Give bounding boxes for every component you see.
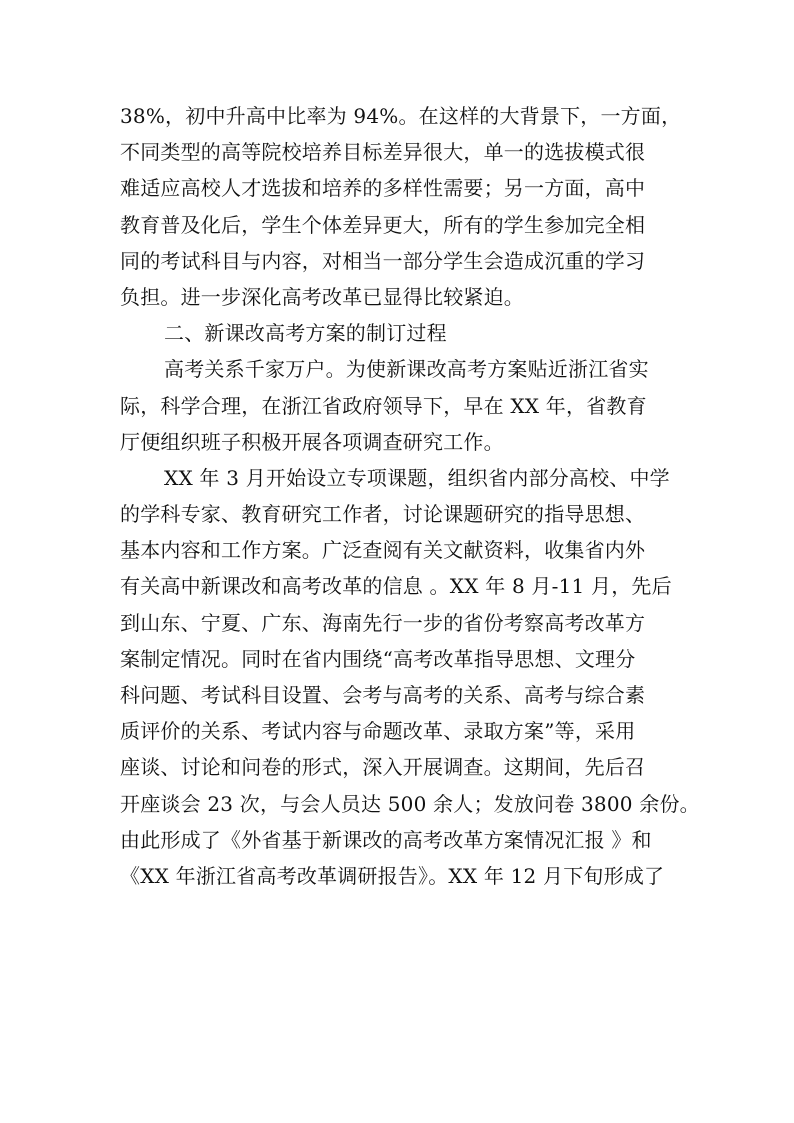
- paragraph-line: 际，科学合理，在浙江省政府领导下，早在 XX 年，省教育: [120, 393, 647, 418]
- paragraph-line: 厅便组织班子积极开展各项调查研究工作。: [120, 429, 504, 454]
- paragraph-line: 有关高中新课改和高考改革的信息 。XX 年 8 月-11 月，先后: [120, 574, 672, 599]
- paragraph-line: 的学科专家、教育研究工作者，讨论课题研究的指导思想、: [120, 502, 646, 527]
- paragraph-line: 科问题、考试科目设置、会考与高考的关系、高考与综合素: [120, 683, 646, 707]
- paragraph-line: 基本内容和工作方案。广泛查阅有关文献资料，收集省内外: [120, 538, 646, 563]
- paragraph-line: 开座谈会 23 次，与会人员达 500 余人；发放问卷 3800 余份。: [120, 791, 700, 816]
- paragraph-line: 由此形成了《外省基于新课改的高考改革方案情况汇报 》和: [120, 827, 652, 852]
- paragraph-line: 《XX 年浙江省高考改革调研报告》。XX 年 12 月下旬形成了: [120, 863, 665, 888]
- paragraph-line: 负担。进一步深化高考改革已显得比较紧迫。: [120, 284, 524, 309]
- section-heading: 二、新课改高考方案的制订过程: [164, 321, 447, 346]
- paragraph-line: XX 年 3 月开始设立专项课题，组织省内部分高校、中学: [164, 465, 670, 490]
- paragraph-line: 质评价的关系、考试内容与命题改革、录取方案”等，采用: [120, 719, 636, 744]
- paragraph-line: 案制定情况。同时在省内围绕“高考改革指导思想、文理分: [120, 646, 636, 671]
- paragraph-line: 难适应高校人才选拔和培养的多样性需要；另一方面，高中: [120, 176, 646, 201]
- paragraph-line: 座谈、讨论和问卷的形式，深入开展调查。这期间，先后召: [120, 755, 646, 780]
- paragraph-line: 到山东、宁夏、广东、海南先行一步的省份考察高考改革方: [120, 610, 646, 635]
- paragraph-line: 38%，初中升高中比率为 94%。在这样的大背景下，一方面，: [120, 104, 682, 128]
- paragraph-line: 同的考试科目与内容，对相当一部分学生会造成沉重的学习: [120, 248, 646, 273]
- paragraph-line: 不同类型的高等院校培养目标差异很大，单一的选拔模式很: [120, 140, 646, 165]
- paragraph-line: 高考关系千家万户。为使新课改高考方案贴近浙江省实: [164, 357, 649, 382]
- document-body: [120, 98, 700, 894]
- paragraph-line: 教育普及化后，学生个体差异更大，所有的学生参加完全相: [120, 212, 646, 237]
